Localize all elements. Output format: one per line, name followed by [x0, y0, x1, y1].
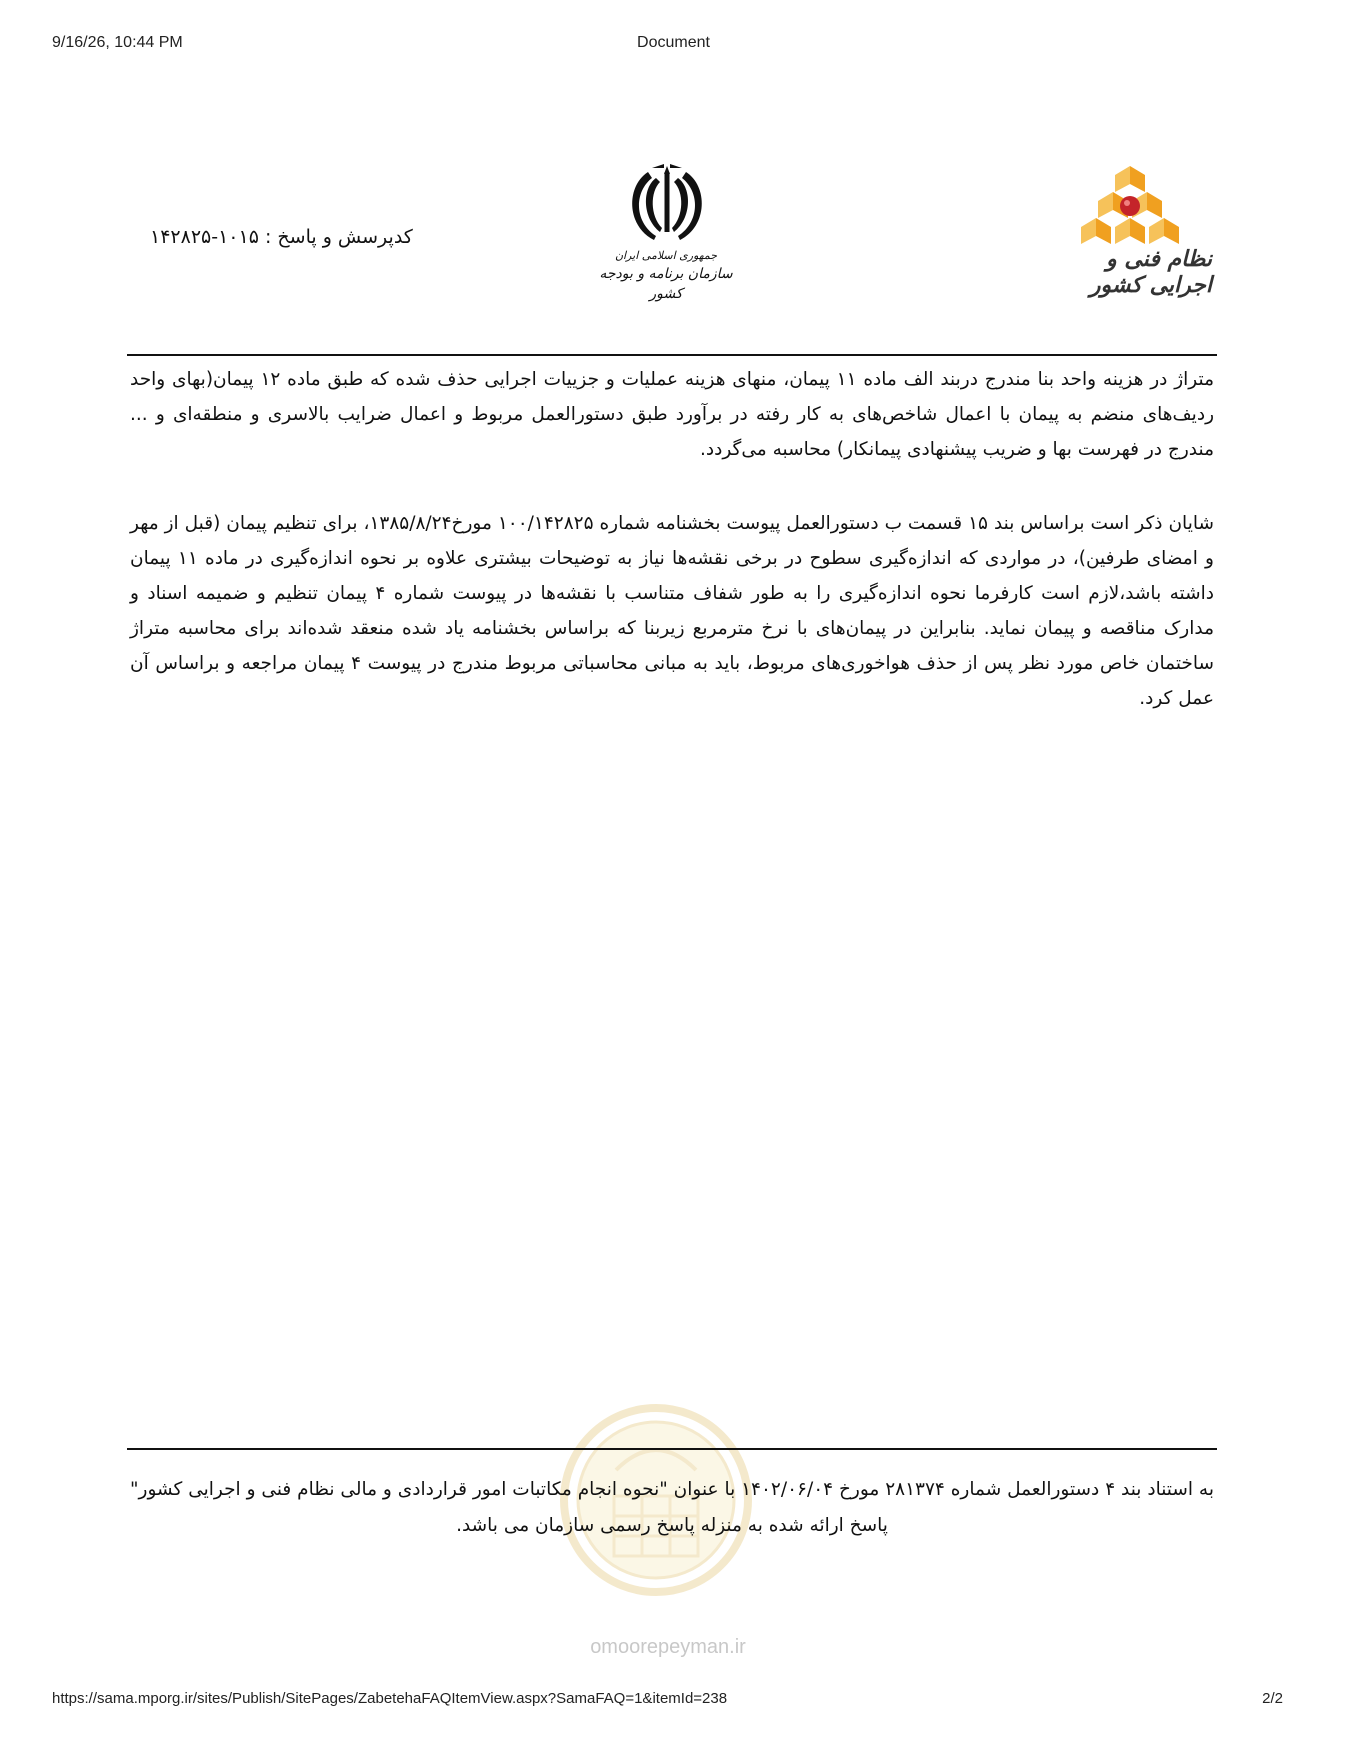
print-title: Document [637, 34, 710, 51]
official-response-note: به استناد بند ۴ دستورالعمل شماره ۲۸۱۳۷۴ مورخ ۱۴۰۲/۰۶/۰۴ با عنوان "نحوه انجام مکاتبات امور قراردادی و مالی نظام فنی و اجرایی کشور" پاسخ ارائه شده به منزله پاسخ رسمی سازمان می باشد. [130, 1479, 1214, 1536]
emblem-caption [596, 248, 736, 304]
body-paragraph-1: متراژ در هزینه واحد بنا مندرج دربند الف ماده ۱۱ پیمان، منهای هزینه عملیات و جزییات اجرایی حذف شده که طبق ماده ۱۲ پیمان(بهای واحد ردیف‌های منضم به پیمان با اعمال شاخص‌های به کار رفته در برآورد طبق دستورالعمل مربوط و اعمال ضرایب بالاسری و منطقه‌ای و ... مندرج در فهرست بها و ضریب پیشنهادی پیمانکار) محاسبه می‌گردد. [130, 369, 1214, 460]
header-divider [127, 354, 1217, 356]
footer-divider [127, 1448, 1217, 1450]
body-paragraph-2: شایان ذکر است براساس بند ۱۵ قسمت ب دستورالعمل پیوست بخشنامه شماره ۱۰۰/۱۴۲۸۲۵ مورخ۱۳۸۵/۸/۲۴، برای تنظیم پیمان (قبل از مهر و امضای طرفین)، در مواردی که اندازه‌گیری سطوح در برخی نقشه‌ها نیاز به توضیحات بیشتری علاوه بر نحوه اندازه‌گیری در ماده ۱۱ پیمان داشته باشد،لازم است کارفرما نحوه اندازه‌گیری را به طور شفاف متناسب با نقشه‌ها در پیوست شماره ۴ پیمان تنظیم و ضمیمه اسناد و مدارک مناقصه و پیمان نماید. بنابراین در پیمان‌های با نرخ مترمربع زیربنا که براساس بخشنامه یاد شده منعقد شده‌اند برای محاسبه متراژ ساختمان خاص مورد نظر پس از حذف هواخوری‌های مربوط، باید به مبانی محاسباتی مربوط مندرج در پیوست ۴ پیمان مراجعه و براساس آن عمل کرد. [130, 513, 1215, 709]
watermark-domain: omoorepeyman.ir [590, 1636, 746, 1658]
print-page-number: 2/2 [1262, 1690, 1283, 1707]
emblem-line-1: جمهوری اسلامی ایران [614, 249, 718, 262]
print-datetime: 9/16/26, 10:44 PM [52, 34, 183, 51]
emblem-line-2: سازمان برنامه و بودجه کشور [599, 266, 733, 302]
print-url[interactable]: https://sama.mporg.ir/sites/Publish/SitePages/ZabetehaFAQItemView.aspx?SamaFAQ=1&itemId=238 [52, 1690, 728, 1707]
org-name: نظام فنی و اجرایی کشور [1089, 246, 1212, 298]
question-code: کدپرسش و پاسخ : ۱۰۱۵-۱۴۲۸۲۵ [150, 226, 413, 248]
